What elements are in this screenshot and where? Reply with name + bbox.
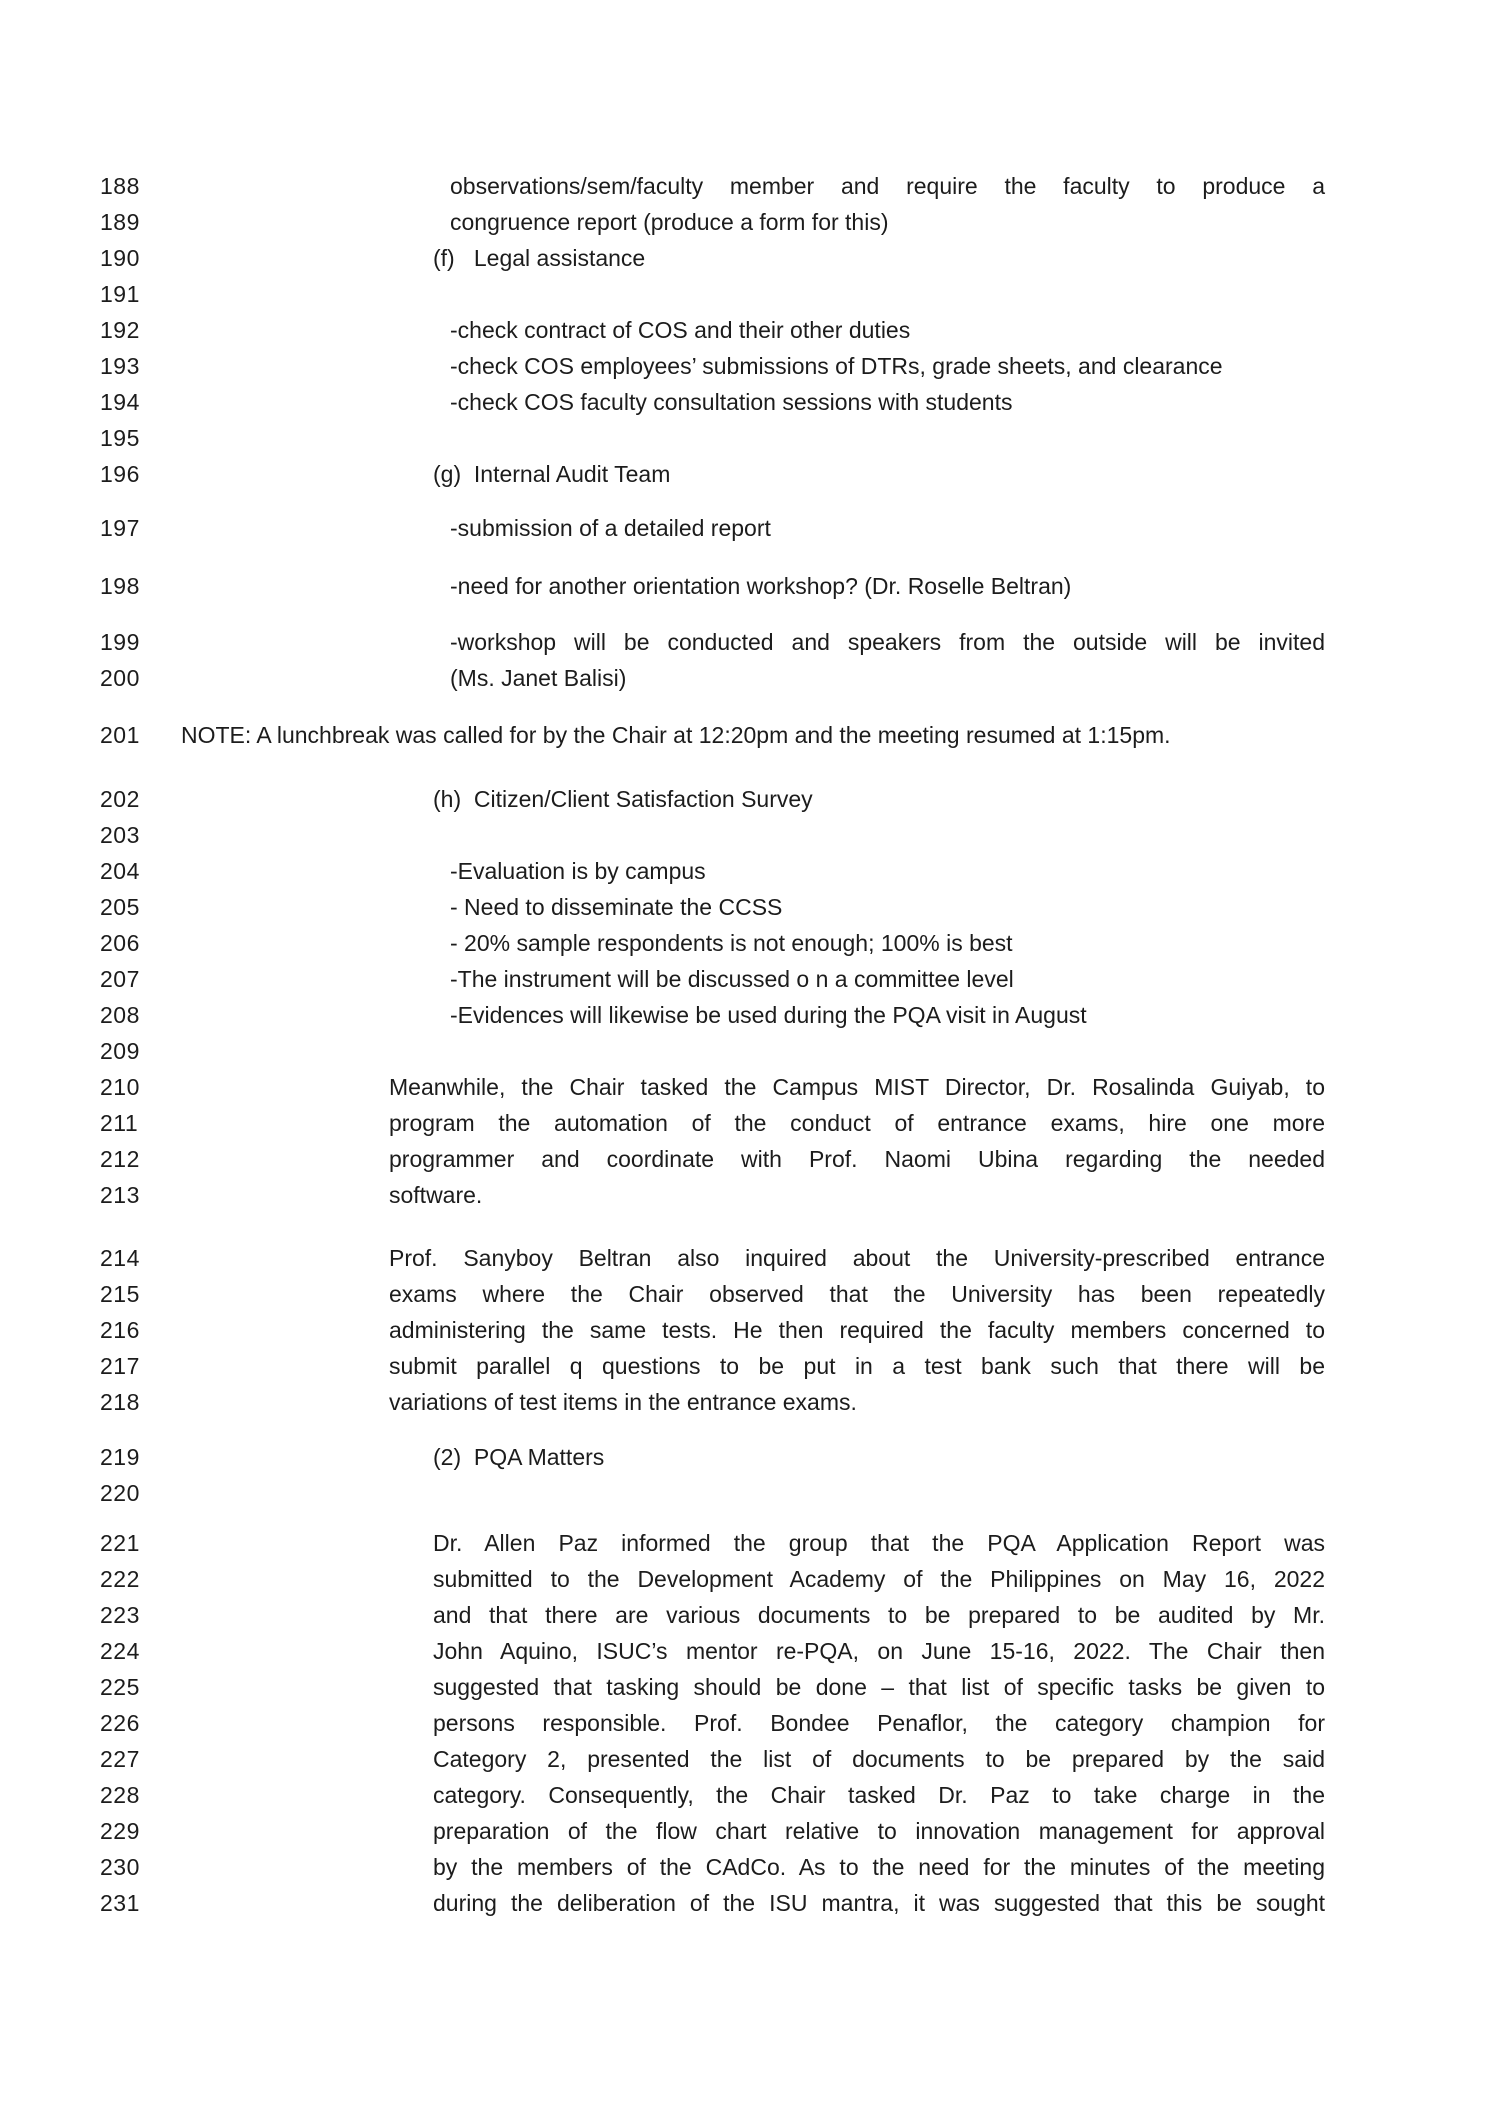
line-text: (Ms. Janet Balisi) bbox=[450, 665, 627, 691]
line-number: 191 bbox=[100, 281, 140, 307]
document-line bbox=[0, 312, 1500, 348]
line-text: -need for another orientation workshop? (Dr. Roselle Beltran) bbox=[450, 573, 1072, 599]
line-number: 223 bbox=[100, 1602, 140, 1628]
line-text: persons responsible. Prof. Bondee Penaflor, the category champion for bbox=[433, 1710, 1325, 1736]
line-number: 192 bbox=[100, 317, 140, 343]
document-line bbox=[0, 240, 1500, 276]
document-line bbox=[0, 384, 1500, 420]
line-text: -check contract of COS and their other duties bbox=[450, 317, 911, 343]
line-number: 222 bbox=[100, 1566, 140, 1592]
line-text: -check COS employees’ submissions of DTRs, grade sheets, and clearance bbox=[450, 353, 1223, 379]
line-number: 198 bbox=[100, 573, 140, 599]
document-line bbox=[0, 1439, 1500, 1475]
line-text: Dr. Allen Paz informed the group that the PQA Application Report was bbox=[433, 1530, 1325, 1556]
line-number: 202 bbox=[100, 786, 140, 812]
line-text: (f) Legal assistance bbox=[433, 245, 646, 271]
document-line bbox=[0, 1384, 1500, 1420]
line-number: 210 bbox=[100, 1074, 140, 1100]
document-line bbox=[0, 1561, 1500, 1597]
line-number: 211 bbox=[100, 1110, 139, 1136]
document-line bbox=[0, 1669, 1500, 1705]
line-text: (g) Internal Audit Team bbox=[433, 461, 671, 487]
document-line bbox=[0, 276, 1500, 312]
line-number: 206 bbox=[100, 930, 140, 956]
line-text: administering the same tests. He then required the faculty members concerned to bbox=[389, 1317, 1325, 1343]
document-line bbox=[0, 456, 1500, 492]
document-line bbox=[0, 1348, 1500, 1384]
line-text: preparation of the flow chart relative to innovation management for approval bbox=[433, 1818, 1325, 1844]
line-text: (2) PQA Matters bbox=[433, 1444, 605, 1470]
document-line bbox=[0, 420, 1500, 456]
line-text: congruence report (produce a form for this) bbox=[450, 209, 889, 235]
document-line bbox=[0, 204, 1500, 240]
line-number: 216 bbox=[100, 1317, 140, 1343]
line-number: 220 bbox=[100, 1480, 140, 1506]
line-text: -Evidences will likewise be used during the PQA visit in August bbox=[450, 1002, 1087, 1028]
line-number: 221 bbox=[100, 1530, 140, 1556]
document-line bbox=[0, 1105, 1500, 1141]
document-line bbox=[0, 510, 1500, 546]
line-number: 208 bbox=[100, 1002, 140, 1028]
line-text: programmer and coordinate with Prof. Naomi Ubina regarding the needed bbox=[389, 1146, 1325, 1172]
line-number: 199 bbox=[100, 629, 140, 655]
line-text: during the deliberation of the ISU mantra, it was suggested that this be sought bbox=[433, 1890, 1325, 1916]
line-number: 227 bbox=[100, 1746, 140, 1772]
document-line bbox=[0, 568, 1500, 604]
line-text: -check COS faculty consultation sessions with students bbox=[450, 389, 1013, 415]
line-number: 197 bbox=[100, 515, 140, 541]
document-line bbox=[0, 624, 1500, 660]
document-line bbox=[0, 1813, 1500, 1849]
line-number: 189 bbox=[100, 209, 140, 235]
document-line bbox=[0, 168, 1500, 204]
line-text: Meanwhile, the Chair tasked the Campus MIST Director, Dr. Rosalinda Guiyab, to bbox=[389, 1074, 1325, 1100]
document-line bbox=[0, 1240, 1500, 1276]
document-line bbox=[0, 1276, 1500, 1312]
line-number: 209 bbox=[100, 1038, 140, 1064]
document-line bbox=[0, 1741, 1500, 1777]
line-number: 219 bbox=[100, 1444, 140, 1470]
line-number: 215 bbox=[100, 1281, 140, 1307]
document-line bbox=[0, 1633, 1500, 1669]
line-text: program the automation of the conduct of entrance exams, hire one more bbox=[389, 1110, 1325, 1136]
line-text: Prof. Sanyboy Beltran also inquired about the University-prescribed entrance bbox=[389, 1245, 1325, 1271]
document-line bbox=[0, 1705, 1500, 1741]
line-text: observations/sem/faculty member and require the faculty to produce a bbox=[450, 173, 1325, 199]
document-line bbox=[0, 1777, 1500, 1813]
line-text: (h) Citizen/Client Satisfaction Survey bbox=[433, 786, 813, 812]
line-number: 205 bbox=[100, 894, 140, 920]
line-number: 196 bbox=[100, 461, 140, 487]
document-line bbox=[0, 1849, 1500, 1885]
line-number: 213 bbox=[100, 1182, 140, 1208]
line-number: 201 bbox=[100, 722, 140, 748]
line-text: variations of test items in the entrance exams. bbox=[389, 1389, 857, 1415]
document-line bbox=[0, 717, 1500, 753]
line-text: category. Consequently, the Chair tasked Dr. Paz to take charge in the bbox=[433, 1782, 1325, 1808]
document-line bbox=[0, 1885, 1500, 1921]
line-number: 207 bbox=[100, 966, 140, 992]
line-number: 226 bbox=[100, 1710, 140, 1736]
document-line bbox=[0, 660, 1500, 696]
document-line bbox=[0, 889, 1500, 925]
document-line bbox=[0, 1312, 1500, 1348]
line-text: submit parallel q questions to be put in a test bank such that there will be bbox=[389, 1353, 1325, 1379]
document-line bbox=[0, 853, 1500, 889]
line-text: NOTE: A lunchbreak was called for by the Chair at 12:20pm and the meeting resumed at 1:15pm. bbox=[181, 722, 1171, 748]
line-number: 194 bbox=[100, 389, 140, 415]
document-line bbox=[0, 1525, 1500, 1561]
document-line bbox=[0, 1177, 1500, 1213]
document-line bbox=[0, 997, 1500, 1033]
line-number: 224 bbox=[100, 1638, 140, 1664]
line-text: -submission of a detailed report bbox=[450, 515, 771, 541]
line-text: and that there are various documents to be prepared to be audited by Mr. bbox=[433, 1602, 1325, 1628]
line-number: 225 bbox=[100, 1674, 140, 1700]
document-line bbox=[0, 817, 1500, 853]
document-line bbox=[0, 781, 1500, 817]
line-number: 214 bbox=[100, 1245, 140, 1271]
line-text: - 20% sample respondents is not enough; 100% is best bbox=[450, 930, 1013, 956]
line-number: 195 bbox=[100, 425, 140, 451]
document-line bbox=[0, 1069, 1500, 1105]
line-text: John Aquino, ISUC’s mentor re-PQA, on June 15-16, 2022. The Chair then bbox=[433, 1638, 1325, 1664]
line-text: -The instrument will be discussed o n a committee level bbox=[450, 966, 1014, 992]
line-number: 217 bbox=[100, 1353, 140, 1379]
line-number: 228 bbox=[100, 1782, 140, 1808]
line-text: -Evaluation is by campus bbox=[450, 858, 706, 884]
line-number: 190 bbox=[100, 245, 140, 271]
line-number: 212 bbox=[100, 1146, 140, 1172]
document-line bbox=[0, 1033, 1500, 1069]
line-text: -workshop will be conducted and speakers from the outside will be invited bbox=[450, 629, 1325, 655]
line-number: 231 bbox=[100, 1890, 140, 1916]
line-text: software. bbox=[389, 1182, 483, 1208]
document-line bbox=[0, 925, 1500, 961]
line-number: 193 bbox=[100, 353, 140, 379]
line-number: 204 bbox=[100, 858, 140, 884]
line-number: 203 bbox=[100, 822, 140, 848]
line-text: suggested that tasking should be done – that list of specific tasks be given to bbox=[433, 1674, 1325, 1700]
document-line bbox=[0, 1597, 1500, 1633]
document-lines bbox=[0, 168, 1500, 1921]
line-number: 188 bbox=[100, 173, 140, 199]
line-text: - Need to disseminate the CCSS bbox=[450, 894, 783, 920]
document-line bbox=[0, 348, 1500, 384]
document-line bbox=[0, 961, 1500, 997]
line-number: 200 bbox=[100, 665, 140, 691]
line-text: Category 2, presented the list of documents to be prepared by the said bbox=[433, 1746, 1325, 1772]
line-text: submitted to the Development Academy of the Philippines on May 16, 2022 bbox=[433, 1566, 1325, 1592]
line-number: 218 bbox=[100, 1389, 140, 1415]
line-text: by the members of the CAdCo. As to the need for the minutes of the meeting bbox=[433, 1854, 1325, 1880]
document-line bbox=[0, 1141, 1500, 1177]
document-line bbox=[0, 1475, 1500, 1511]
line-number: 229 bbox=[100, 1818, 140, 1844]
line-number: 230 bbox=[100, 1854, 140, 1880]
line-text: exams where the Chair observed that the University has been repeatedly bbox=[389, 1281, 1325, 1307]
